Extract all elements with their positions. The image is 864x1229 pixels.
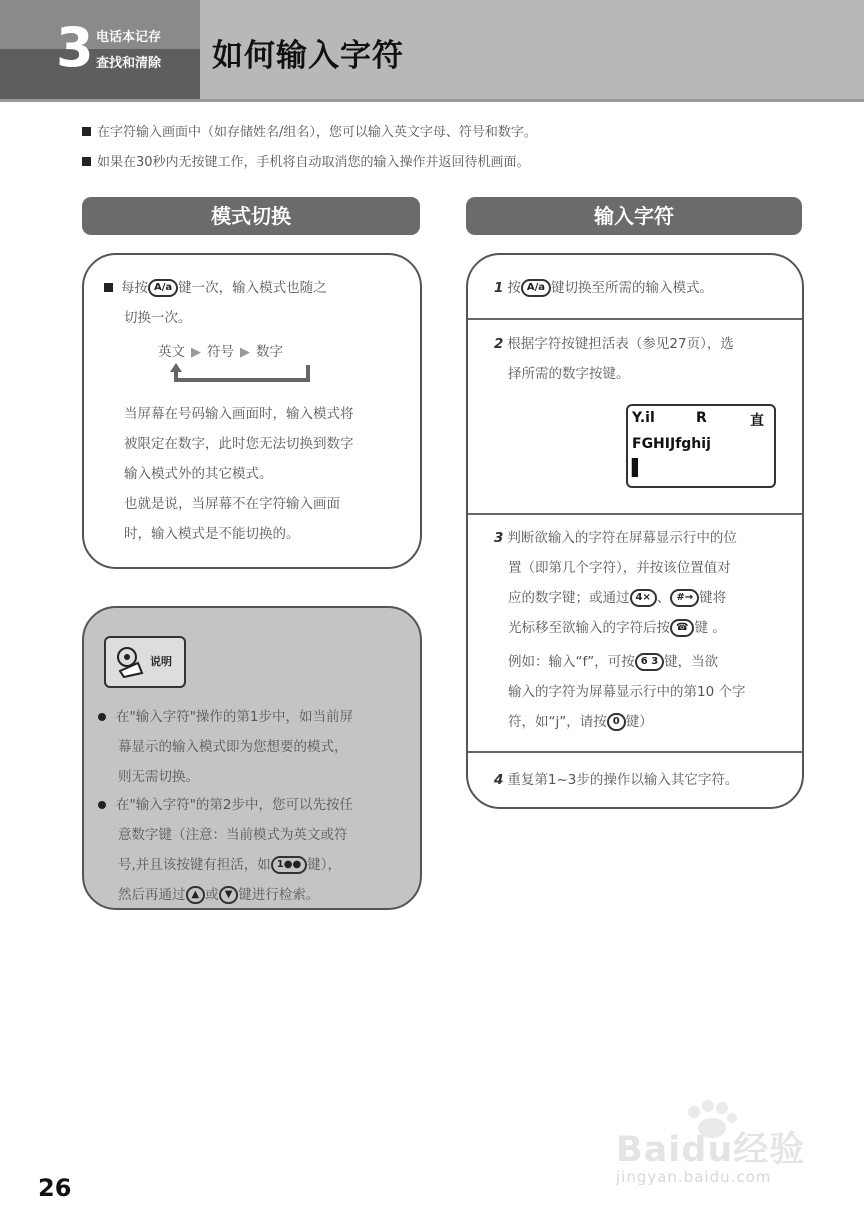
mode-number: 数字 xyxy=(256,344,283,360)
down-key-icon: ▼ xyxy=(219,886,239,904)
mode-switch-box xyxy=(82,253,422,569)
left-key-icon: 4× xyxy=(630,589,657,607)
text: 、 xyxy=(656,590,671,606)
cursor-icon: ▌ xyxy=(632,458,645,477)
bullet-dot-icon xyxy=(98,713,106,721)
step-divider xyxy=(468,513,802,515)
text: 按 xyxy=(507,280,521,296)
battery-icon: 直 xyxy=(750,413,764,429)
mode-switch-heading: 模式切换 xyxy=(82,197,420,235)
text: 然后再通过 xyxy=(118,887,186,903)
arrow-right-icon: ▶ xyxy=(240,345,250,360)
text: 应的数字键；或通过 xyxy=(508,590,630,606)
text: 时，输入模式是不能切换的。 xyxy=(124,526,300,542)
text: 意数字键（注意：当前模式为英文或符 xyxy=(118,827,348,843)
text: 在"输入字符"的第2步中，您可以先按任 xyxy=(116,797,354,813)
bullet-square-icon xyxy=(82,157,91,166)
step-divider xyxy=(468,318,802,320)
text: 判断欲输入的字符在屏幕显示行中的位 xyxy=(507,530,737,546)
note-bullet-2 xyxy=(98,790,414,910)
text: 键将 xyxy=(699,590,727,606)
step-divider xyxy=(468,751,802,753)
right-key-icon: #→ xyxy=(670,589,699,607)
text: 光标移至欲输入的字符后按 xyxy=(508,620,670,636)
text: 每按 xyxy=(121,280,148,296)
note-box xyxy=(82,606,422,910)
mode-key-icon: A/a xyxy=(148,279,178,297)
text: 符，如“j”，请按 xyxy=(508,714,607,730)
page-title: 如何输入字符 xyxy=(212,38,404,74)
text: 被限定在数字，此时您无法切换到数字 xyxy=(124,436,354,452)
text: 择所需的数字按键。 xyxy=(508,366,630,382)
mode-symbol: 符号 xyxy=(207,344,234,360)
text: 或 xyxy=(205,887,219,903)
phone-screen xyxy=(626,404,776,488)
text: 根据字符按键担活表（参见27页），选 xyxy=(507,336,734,352)
mode-switch-line1 xyxy=(104,273,404,303)
ok-key-icon: ☎ xyxy=(670,619,694,637)
phone-memo-icon xyxy=(112,643,146,679)
note-bullet-1 xyxy=(98,702,414,792)
text: 键，当欲 xyxy=(664,654,719,670)
intro-text-2: 如果在30秒内无按键工作，手机将自动取消您的输入操作并返回待机画面。 xyxy=(97,155,530,170)
step-number: 2 xyxy=(494,336,504,352)
step-number: 3 xyxy=(494,530,504,546)
watermark-url: jingyan.baidu.com xyxy=(616,1168,772,1186)
chapter-subtitle-1: 电话本记存 xyxy=(96,30,162,45)
text: 输入的字符为屏幕显示行中的第10 个字 xyxy=(508,684,746,700)
text: 键） xyxy=(625,714,653,730)
input-steps-box xyxy=(466,253,804,809)
number-key-icon: 6 3 xyxy=(635,653,664,671)
zero-key-icon: 0 xyxy=(607,713,626,731)
intro-line-1 xyxy=(82,121,537,140)
text: 键 。 xyxy=(694,620,726,636)
signal-icon: Y.il xyxy=(632,410,655,426)
chapter-subtitle-2: 查找和清除 xyxy=(96,56,162,71)
intro-line-2 xyxy=(82,151,530,170)
text: 例如：输入“f”，可按 xyxy=(508,654,635,670)
bullet-square-icon xyxy=(82,127,91,136)
input-chars-heading: 输入字符 xyxy=(466,197,802,235)
note-badge xyxy=(104,636,186,688)
step-4 xyxy=(494,765,796,795)
mode-switch-para1 xyxy=(124,399,414,549)
step-2 xyxy=(494,329,794,389)
text: 重复第1~3步的操作以输入其它字符。 xyxy=(507,772,739,788)
chapter-number: 3 xyxy=(56,16,94,79)
text: 输入模式外的其它模式。 xyxy=(124,466,273,482)
mode-indicator: R xyxy=(696,410,707,426)
text: 当屏幕在号码输入画面时，输入模式将 xyxy=(124,406,354,422)
up-key-icon: ▲ xyxy=(186,886,206,904)
bullet-dot-icon xyxy=(98,801,106,809)
text: 幕显示的输入模式即为您想要的模式， xyxy=(118,739,348,755)
text: 置（即第几个字符），并按该位置值对 xyxy=(508,560,731,576)
step-3 xyxy=(494,523,796,737)
note-label: 说明 xyxy=(150,655,172,668)
text: 也就是说，当屏幕不在字符输入画面 xyxy=(124,496,340,512)
arrow-right-icon: ▶ xyxy=(191,345,201,360)
cycle-return-arrow-icon xyxy=(166,363,316,385)
screen-text: FGHIJfghij xyxy=(632,436,711,452)
step-number: 4 xyxy=(494,772,504,788)
mode-english: 英文 xyxy=(158,344,185,360)
text: 则无需切换。 xyxy=(118,769,199,785)
step-1 xyxy=(494,273,794,303)
text: 键一次，输入模式也随之 xyxy=(178,280,327,296)
page-number: 26 xyxy=(38,1174,72,1202)
text: 键切换至所需的输入模式。 xyxy=(551,280,714,296)
text: 号,并且该按键有担活，如 xyxy=(118,857,271,873)
mode-key-icon: A/a xyxy=(521,279,551,297)
number-key-icon: 1●● xyxy=(271,856,307,874)
header-divider xyxy=(0,99,864,102)
watermark-logo: Baidu经验 xyxy=(616,1130,806,1170)
step-number: 1 xyxy=(494,280,504,296)
intro-text-1: 在字符输入画面中（如存储姓名/组名），您可以输入英文字母、符号和数字。 xyxy=(97,125,537,140)
text: 键进行检索。 xyxy=(238,887,320,903)
mode-switch-line2: 切换一次。 xyxy=(124,310,192,326)
bullet-square-icon xyxy=(104,283,113,292)
text: 键）， xyxy=(307,857,341,873)
text: 在"输入字符"操作的第1步中，如当前屏 xyxy=(116,709,354,725)
